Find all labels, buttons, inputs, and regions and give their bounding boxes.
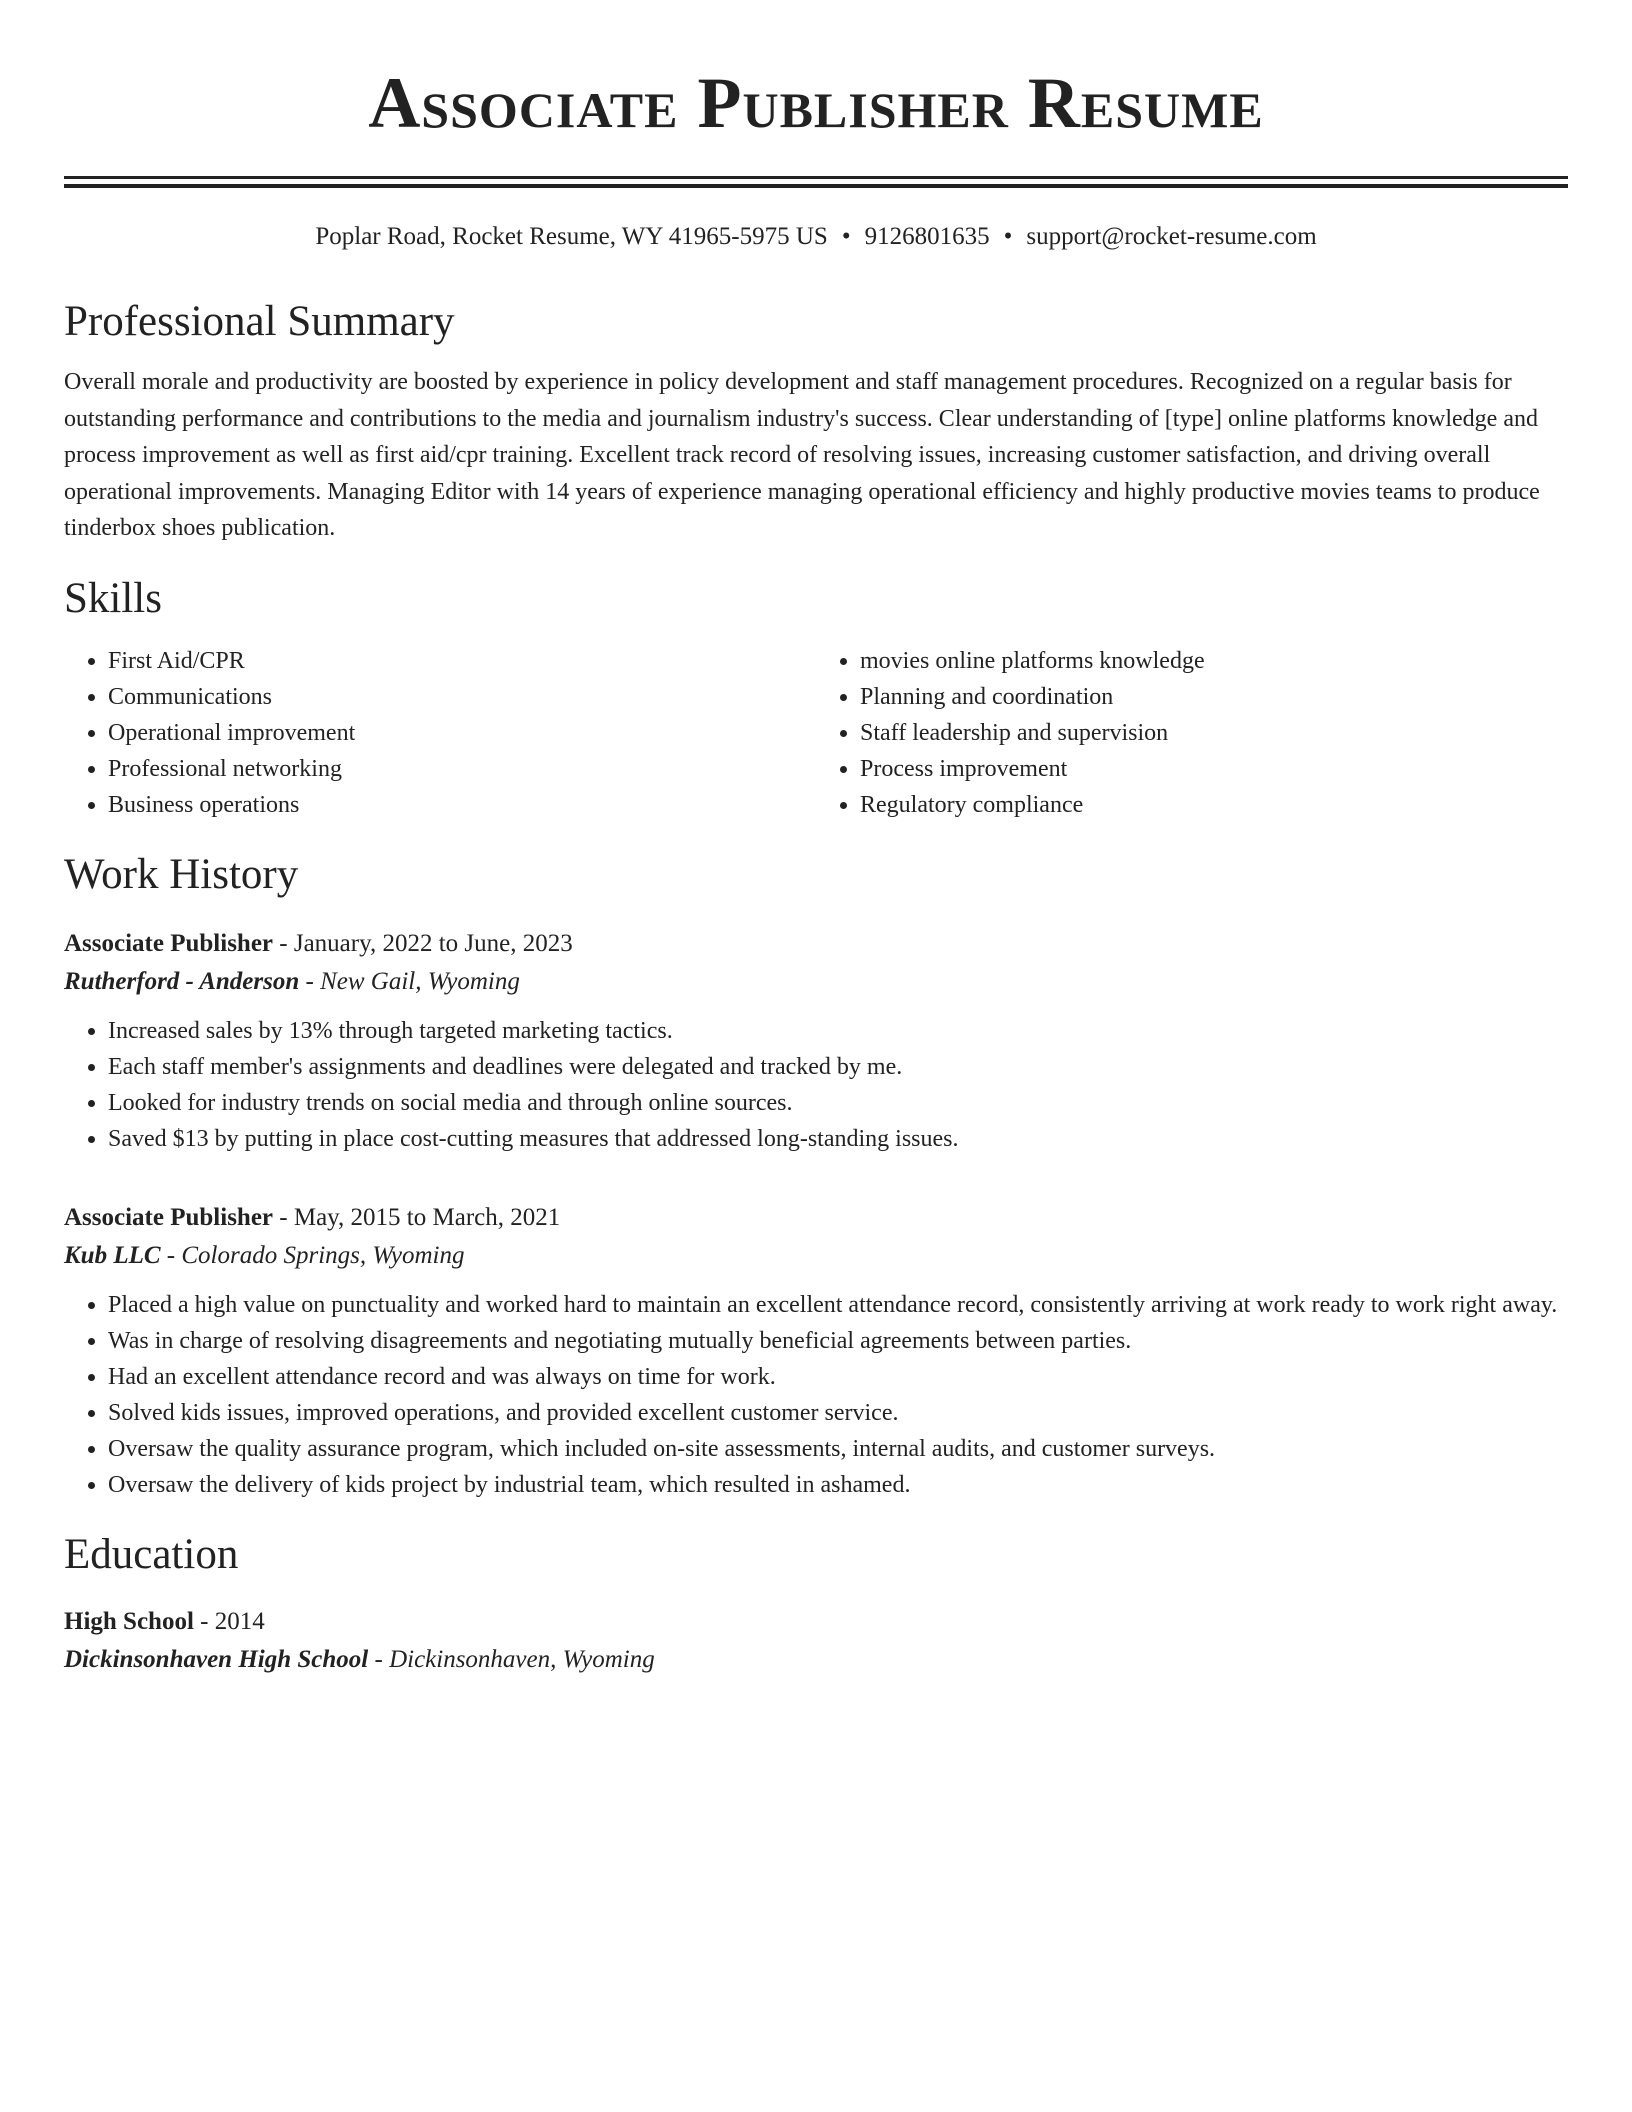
- skill-item: • Regulatory compliance: [860, 787, 1568, 823]
- skill-item: • Staff leadership and supervision: [860, 715, 1568, 751]
- education-location: Dickinsonhaven, Wyoming: [389, 1645, 655, 1673]
- skills-list: [64, 643, 1568, 823]
- skills-column-right: [816, 643, 1568, 823]
- summary-heading: Professional Summary: [64, 298, 455, 345]
- contact-line: [64, 220, 1568, 254]
- skills-column-left: [64, 643, 816, 823]
- contact-address: Poplar Road, Rocket Resume, WY 41965-5975 US: [315, 223, 828, 250]
- education-heading: Education: [64, 1530, 239, 1578]
- skill-item: • Business operations: [108, 787, 816, 823]
- skill-item: • Professional networking: [108, 751, 816, 787]
- job-location: New Gail, Wyoming: [320, 967, 520, 995]
- skill-item: • Communications: [108, 679, 816, 715]
- skill-item: • movies online platforms knowledge: [860, 643, 1568, 679]
- job-bullet: • Saved $13 by putting in place cost-cutting measures that addressed long-standing issues.: [108, 1121, 1568, 1157]
- job-title-line: Associate Publisher - May, 2015 to March, 2021: [64, 1203, 561, 1231]
- job-bullets: [64, 1013, 1568, 1157]
- job-company-line: Rutherford - Anderson - New Gail, Wyoming: [64, 967, 520, 995]
- job-entry: [64, 1199, 1568, 1503]
- education-school-line: Dickinsonhaven High School - Dickinsonhaven, Wyoming: [64, 1645, 655, 1673]
- job-bullet: • Increased sales by 13% through targeted marketing tactics.: [108, 1013, 1568, 1049]
- job-bullet: • Solved kids issues, improved operations, and provided excellent customer service.: [108, 1395, 1568, 1431]
- contact-separator: •: [841, 223, 851, 250]
- job-bullet: • Oversaw the quality assurance program, which included on-site assessments, internal audits, and customer surveys.: [108, 1431, 1568, 1467]
- title-divider: [64, 176, 1568, 188]
- skill-item: • Operational improvement: [108, 715, 816, 751]
- education-entry: [64, 1603, 1568, 1679]
- job-bullet: • Looked for industry trends on social media and through online sources.: [108, 1085, 1568, 1121]
- job-dates: May, 2015 to March, 2021: [293, 1203, 561, 1231]
- job-bullets: [64, 1287, 1568, 1503]
- job-bullet: • Oversaw the delivery of kids project by industrial team, which resulted in ashamed.: [108, 1467, 1568, 1503]
- contact-separator: •: [1003, 223, 1013, 250]
- skill-item: • Process improvement: [860, 751, 1568, 787]
- job-bullet: • Had an excellent attendance record and was always on time for work.: [108, 1359, 1568, 1395]
- contact-phone: 9126801635: [864, 223, 990, 250]
- skill-item: • Planning and coordination: [860, 679, 1568, 715]
- education-school: Dickinsonhaven High School: [64, 1645, 369, 1673]
- job-company: Kub LLC: [64, 1241, 161, 1269]
- education-degree: High School: [64, 1607, 194, 1635]
- job-company: Rutherford - Anderson: [64, 967, 300, 995]
- job-title: Associate Publisher: [64, 1203, 274, 1231]
- job-title-line: Associate Publisher - January, 2022 to June, 2023: [64, 929, 573, 957]
- education-degree-line: High School - 2014: [64, 1607, 265, 1635]
- summary-text: Overall morale and productivity are boosted by experience in policy development and staff management procedures. Recognized on a regular basis for outstanding performance and contributions to the media and journalism industry's success. Clear understanding of [type] online platforms knowledge and process improvement as well as first aid/cpr training. Excellent track record of resolving issues, increasing customer satisfaction, and driving overall operational improvements. Managing Editor with 14 years of experience managing operational efficiency and highly productive movies teams to produce tinderbox shoes publication.: [64, 369, 1540, 541]
- job-location: Colorado Springs, Wyoming: [181, 1241, 465, 1269]
- job-bullet: • Was in charge of resolving disagreements and negotiating mutually beneficial agreements between parties.: [108, 1323, 1568, 1359]
- work-history-heading: Work History: [64, 850, 299, 898]
- skills-heading: Skills: [64, 574, 162, 622]
- skill-item: • First Aid/CPR: [108, 643, 816, 679]
- contact-email: support@rocket-resume.com: [1026, 223, 1317, 250]
- education-year: 2014: [214, 1607, 265, 1635]
- job-bullet: • Placed a high value on punctuality and worked hard to maintain an excellent attendance record, consistently arriving at work ready to work right away.: [108, 1287, 1568, 1323]
- job-entry: [64, 925, 1568, 1157]
- resume-title: Associate Publisher Resume: [368, 63, 1264, 143]
- job-company-line: Kub LLC - Colorado Springs, Wyoming: [64, 1241, 465, 1269]
- job-dates: January, 2022 to June, 2023: [293, 929, 573, 957]
- job-title: Associate Publisher: [64, 929, 274, 957]
- job-bullet: • Each staff member's assignments and deadlines were delegated and tracked by me.: [108, 1049, 1568, 1085]
